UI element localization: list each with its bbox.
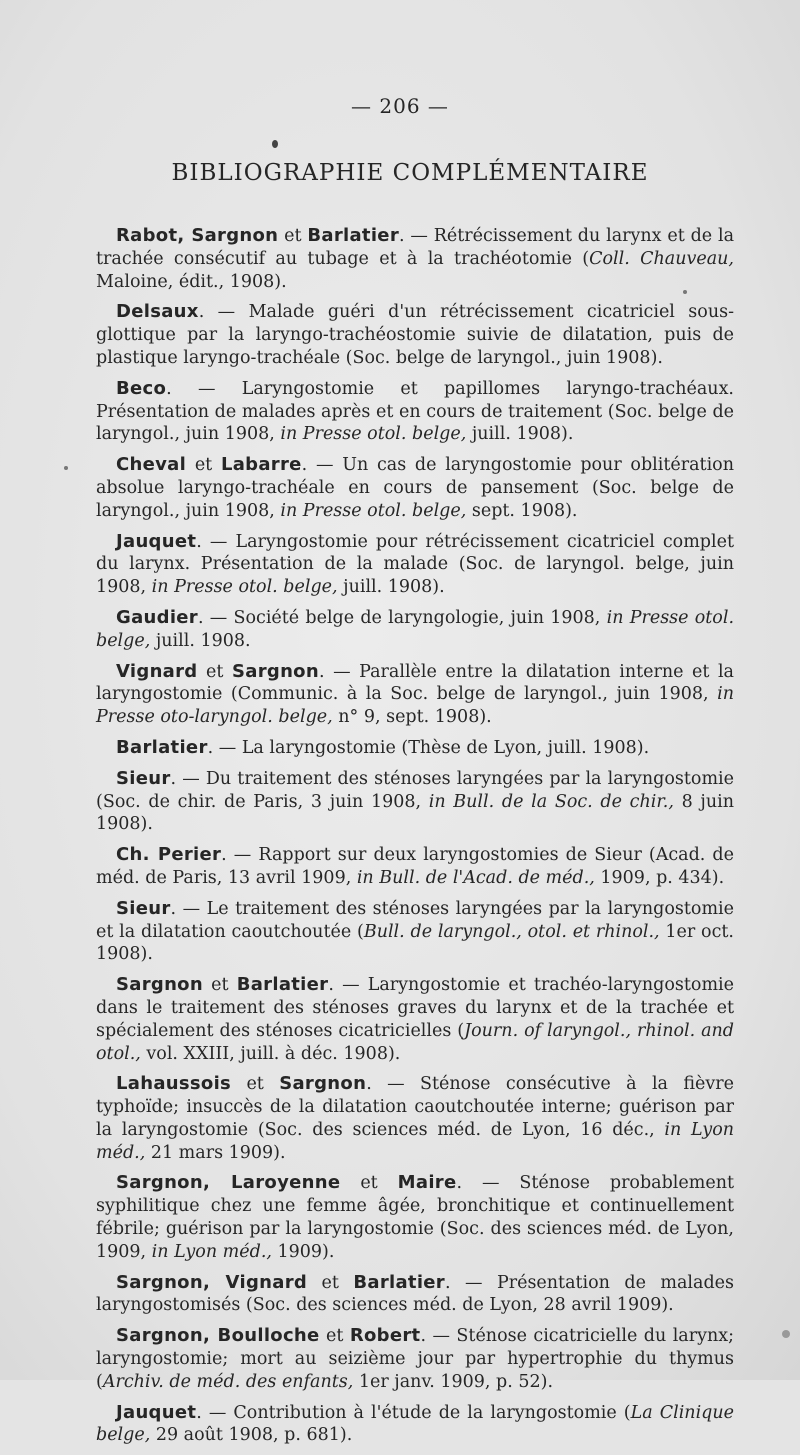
entry-author: Jauquet	[116, 1401, 197, 1423]
entry-author: Sieur	[116, 897, 171, 919]
entry-author: Vignard	[116, 660, 198, 682]
entry-source: in Lyon méd.,	[96, 1119, 734, 1163]
entry-author: Sargnon, Vignard	[116, 1271, 308, 1293]
entry-author: Sargnon, Boulloche	[116, 1325, 320, 1347]
bibliography-entry: Sargnon, Boulloche et Robert. — Sténose cicatricielle du larynx; laryngostomie; mort au seizième jour par hypertrophie du thymus (Archiv. de méd. des enfants, 1er janv. 1909, p. 52).	[96, 1325, 735, 1392]
entry-author: Jauquet	[116, 530, 197, 552]
entry-author: Lahaussois	[116, 1073, 232, 1095]
entry-source: in Presse otol. belge,	[151, 577, 338, 598]
ink-speck	[782, 1330, 790, 1338]
entry-source: La Clinique belge,	[96, 1402, 734, 1446]
bibliography-entry: Sargnon, Laroyenne et Maire. — Sténose probablement syphilitique chez une femme âgée, bronchitique et continuellement fébrile; guérison par la laryngostomie (Soc. des sciences méd. de Lyon, 1909, in Lyon méd., 1909).	[96, 1172, 735, 1262]
entry-author: Barlatier	[307, 225, 399, 246]
entry-author: Labarre	[220, 454, 302, 476]
entry-source: Journ. of laryngol., rhinol. and otol.,	[96, 1020, 735, 1064]
bibliography-entry: Sargnon et Barlatier. — Laryngostomie et trachéo-laryngostomie dans le traitement des sténoses graves du larynx et de la trachée et spécialement des sténoses cicatricielles (Journ. of laryngol., rhinol. and otol., vol. XXIII, juill. à déc. 1908).	[96, 974, 735, 1064]
ink-speck	[272, 140, 278, 148]
entry-source: in Presse oto-laryngol. belge,	[96, 684, 734, 728]
entry-author: Sargnon, Laroyenne	[116, 1172, 341, 1194]
entry-source: in Bull. de l'Acad. de méd.,	[356, 867, 595, 888]
bibliography-entry: Gaudier. — Société belge de laryngologie, juin 1908, in Presse otol. belge, juill. 1908.	[96, 606, 735, 651]
bibliography-entry: Vignard et Sargnon. — Parallèle entre la dilatation interne et la laryngostomie (Communic. à la Soc. belge de laryngol., juin 1908, in Presse oto-laryngol. belge, n° 9, sept. 1908).	[96, 660, 734, 728]
entry-author: Rabot, Sargnon	[116, 225, 279, 246]
entry-author: Cheval	[116, 454, 187, 476]
entry-source: in Presse otol. belge,	[96, 607, 735, 651]
entry-author: Sargnon	[116, 974, 203, 996]
bibliography-entry: Ch. Perier. — Rapport sur deux laryngostomies de Sieur (Acad. de méd. de Paris, 13 avril 1909, in Bull. de l'Acad. de méd., 1909, p. 434).	[96, 844, 734, 888]
entry-source: in Lyon méd.,	[151, 1241, 272, 1262]
entry-source: in Presse otol. belge,	[280, 424, 467, 445]
bibliography-entry: Lahaussois et Sargnon. — Sténose consécutive à la fièvre typhoïde; insuccès de la dilatation caoutchoutée interne; guérison par la laryngostomie (Soc. des sciences méd. de Lyon, 16 déc., in Lyon méd., 21 mars 1909).	[96, 1073, 735, 1163]
bibliography-entry: Delsaux. — Malade guéri d'un rétrécissement cicatriciel sous-glottique par la laryngo-trachéostomie suivie de dilatation, puis de plastique laryngo-trachéale (Soc. belge de laryngol., juin 1908).	[96, 301, 734, 368]
entry-source: Coll. Chauveau,	[589, 248, 734, 269]
bibliography-entry: Sieur. — Le traitement des sténoses laryngées par la laryngostomie et la dilatation caoutchoutée (Bull. de laryngol., otol. et rhinol., 1er oct. 1908).	[96, 897, 734, 965]
page-title: BIBLIOGRAPHIE COMPLÉMENTAIRE	[171, 160, 649, 186]
entry-author: Sargnon	[232, 660, 319, 682]
bibliography-entry: Beco. — Laryngostomie et papillomes laryngo-trachéaux. Présentation de malades après et en cours de traitement (Soc. belge de laryngol., juin 1908, in Presse otol. belge, juill. 1908).	[96, 377, 734, 445]
entry-author: Sieur	[116, 767, 171, 789]
bibliography-entry: Barlatier. — La laryngostomie (Thèse de Lyon, juill. 1908).	[116, 736, 650, 758]
entry-author: Barlatier	[353, 1271, 445, 1293]
bibliography-entry: Cheval et Labarre. — Un cas de laryngostomie pour oblitération absolue laryngo-trachéale en cours de pansement (Soc. belge de laryngol., juin 1908, in Presse otol. belge, sept. 1908).	[96, 454, 734, 521]
entry-author: Beco	[116, 377, 167, 399]
bibliography-entry: Jauquet. — Contribution à l'étude de la laryngostomie (La Clinique belge, 29 août 1908, p. 681).	[96, 1401, 734, 1446]
entry-author: Barlatier	[116, 736, 208, 758]
entry-author: Robert	[349, 1325, 421, 1347]
entry-author: Ch. Perier	[116, 844, 222, 866]
entry-author: Gaudier	[116, 606, 198, 628]
entry-source: Archiv. de méd. des enfants,	[102, 1371, 354, 1392]
ink-speck	[683, 290, 687, 294]
bibliography-entry: Jauquet. — Laryngostomie pour rétrécissement cicatriciel complet du larynx. Présentation de la malade (Soc. de laryngol. belge, juin 1908, in Presse otol. belge, juill. 1908).	[96, 530, 734, 598]
page-number: — 206 —	[351, 94, 449, 118]
bibliography-entry: Sieur. — Du traitement des sténoses laryngées par la laryngostomie (Soc. de chir. de Paris, 3 juin 1908, in Bull. de la Soc. de chir., 8 juin 1908).	[96, 767, 734, 835]
entry-author: Barlatier	[236, 974, 329, 996]
entry-author: Sargnon	[279, 1073, 367, 1095]
entry-author: Maire	[397, 1172, 457, 1194]
entry-source: in Bull. de la Soc. de chir.,	[428, 791, 674, 812]
entry-source: in Presse otol. belge,	[280, 500, 467, 521]
bibliography-list	[96, 225, 734, 1455]
bibliography-entry: Sargnon, Vignard et Barlatier. — Présentation de malades laryngostomisés (Soc. des sciences méd. de Lyon, 28 avril 1909).	[96, 1271, 735, 1316]
entry-author: Delsaux	[116, 301, 199, 323]
entry-source: Bull. de laryngol., otol. et rhinol.,	[363, 921, 660, 942]
bibliography-entry: Rabot, Sargnon et Barlatier. — Rétrécissement du larynx et de la trachée consécutif au tubage et à la trachéotomie (Coll. Chauveau, Maloine, édit., 1908).	[96, 225, 735, 292]
ink-speck	[64, 466, 68, 470]
